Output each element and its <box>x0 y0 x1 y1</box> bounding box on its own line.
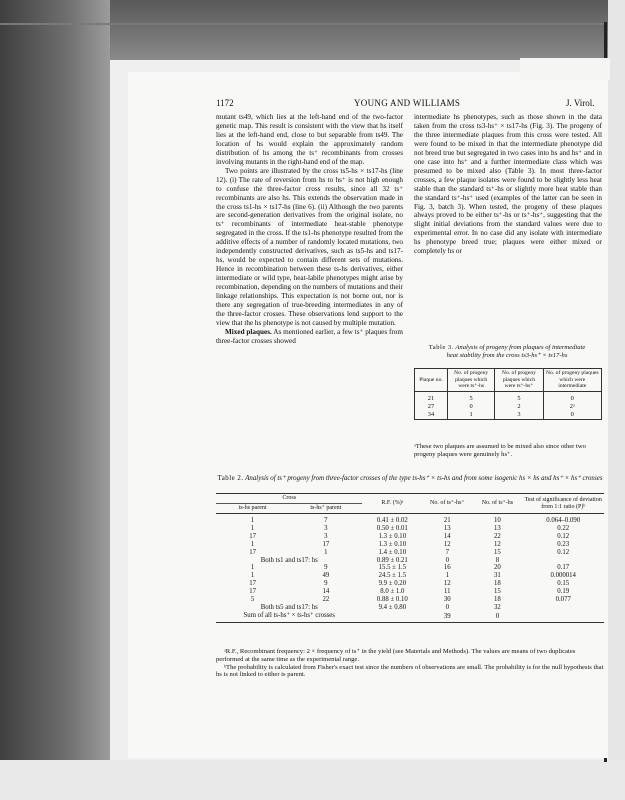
table-cell: 2 <box>495 403 543 411</box>
table-cell: 21 <box>443 517 451 524</box>
table2-header-hsplus: No. of ts⁺-hs⁺ <box>430 500 465 506</box>
table-cell: 0.23 <box>557 540 570 548</box>
table2-caption <box>216 475 604 483</box>
table-row <box>216 564 604 572</box>
table-cell: 3 <box>324 524 328 532</box>
page-number: 1172 <box>216 98 234 108</box>
table-cell: 5 <box>495 391 543 403</box>
table3-caption <box>425 344 589 360</box>
table2-label: Table 2. <box>217 475 244 482</box>
table-cell: 0 <box>543 411 601 420</box>
table-cell: 31 <box>494 572 501 580</box>
paragraph: Two points are illustrated by the cross ts5-hs × ts17-hs (line 12). (i) The rate of reversion from hs to hs⁺ is not high enough to confuse the three-factor cross results, since all 32 ts⁺ recombinants are also hs. This extends the observation made in the cross ts1-hs × ts17-hs (line 6). (ii) Although the two parents are second-generation derivatives from the original isolate, no ts⁺ recombinants of intermediate heat-stable phenotype segregated in the cross. If the ts1-hs phenotype resulted from the additive effects of a number of randomly located mutations, two independently constructed derivatives, such as ts5-hs and ts17-hs, would be expected to contain different sets of mutations. Hence in recombination between these ts-hs derivatives, either intermediate or wild type, heat-labile phenotypes might arise by recombination, depending on the numbers of mutations and their linkage relationships. This expectation is not borne out, nor is there any segregation of true-breeding intermediates in any of the three-factor crosses. These observations lend support to the view that the hs phenotype is not caused by multiple mutation. <box>216 166 403 327</box>
table-cell: 1 <box>250 540 255 548</box>
table-cell: 0.064–0.090 <box>546 517 581 524</box>
table-cell: 13 <box>494 524 501 532</box>
table-cell: 3 <box>324 532 328 540</box>
table-cell: 22 <box>322 596 330 604</box>
right-column <box>414 113 602 256</box>
table-cell: 32 <box>494 603 501 611</box>
table-cell: 9.9 ± 0.20 <box>378 580 407 588</box>
table-cell: 0.000014 <box>550 572 576 580</box>
table2-footnotes <box>216 648 604 679</box>
table-row <box>216 514 604 525</box>
table-row <box>216 549 604 557</box>
table3-header: No. of progeny plaques which were ts⁺-hs⁺ <box>495 369 543 392</box>
table2-header-ts-hs-parent: ts-hs parent <box>238 505 267 511</box>
table-cell: 34 <box>415 411 448 420</box>
footnote: ᵇThe probability is calculated from Fisher's exact test since the numbers of observations are small. The probability is for the null hypothesis that hs is not linked to either ts parent. <box>216 663 604 679</box>
table-row <box>216 557 604 565</box>
table3-footnote: ᵃThese two plaques are assumed to be mixed also since other two progeny plaques were genuinely hs⁺. <box>414 443 586 458</box>
table-cell: 12 <box>494 540 501 548</box>
table-cell: 15 <box>494 588 501 596</box>
table-cell: 11 <box>444 588 451 596</box>
mixed-plaques-paragraph <box>216 328 403 346</box>
table-cell: 1 <box>448 411 495 420</box>
table-cell: 9 <box>324 564 328 572</box>
table-cell: 7 <box>445 548 449 556</box>
page-corner <box>520 58 610 80</box>
table-cell: 0.15 <box>557 580 570 588</box>
table-cell: 1.4 ± 0.10 <box>378 548 407 556</box>
table3-header: No. of progeny plaques which were intermediate <box>543 369 601 392</box>
table-cell: 17 <box>249 580 257 588</box>
running-title: YOUNG AND WILLIAMS <box>354 98 461 108</box>
journal-name: J. Virol. <box>566 98 595 108</box>
table-cell: 0 <box>445 556 449 564</box>
table-cell: 30 <box>443 596 451 604</box>
scan-shadow-left <box>0 0 110 800</box>
scan-margin-right <box>608 0 625 800</box>
table2-header-ts-hsplus-parent: ts-hs⁺ parent <box>310 505 342 511</box>
table-row <box>216 572 604 580</box>
table-cell: 2ᵃ <box>543 403 601 411</box>
table-cell: 13 <box>443 524 451 532</box>
table-cell: 1 <box>250 524 255 532</box>
table-cell: 10 <box>494 517 501 524</box>
table-cell <box>522 612 604 622</box>
table-cell: Both ts1 and ts17: hs <box>260 556 318 564</box>
table-cell: 0.19 <box>557 588 570 596</box>
table-cell: 0.17 <box>557 564 570 572</box>
table-cell: 15 <box>494 548 501 556</box>
table-cell: 5 <box>250 596 255 604</box>
table-cell: 1 <box>324 548 328 556</box>
table-row <box>216 533 604 541</box>
table3 <box>414 368 602 420</box>
table-cell: 0.12 <box>557 532 570 540</box>
paragraph: mutant ts49, which lies at the left-hand end of the two-factor genetic map. This result is consistent with the view that hs itself lies at the left-hand end, close to but separable from ts49. The location of hs would explain the approximately random distribution of hs among the ts⁺ recombinants from crosses involving mutants in the right-hand end of the map. <box>216 113 403 166</box>
table-cell: 18 <box>494 596 501 604</box>
table3-caption-text: Analysis of progeny from plaques of intermediate heat stability from the cross ts3-hs⁺ × ts17-hs <box>446 344 586 359</box>
table-cell: 9.4 ± 0.80 <box>378 603 407 611</box>
table-cell <box>522 604 604 612</box>
table-cell: 0.077 <box>555 596 571 604</box>
table-cell: 0 <box>495 612 500 620</box>
table3-header: Plaque no. <box>415 369 448 392</box>
table-cell: 18 <box>494 580 501 588</box>
table-cell: 17 <box>249 532 257 540</box>
table-cell <box>522 557 604 565</box>
table-row <box>216 612 604 622</box>
table-cell: 21 <box>415 391 448 403</box>
table-cell: 15.5 ± 1.5 <box>378 564 407 572</box>
table3-header: No. of progeny plaques which were ts⁺-hs <box>448 369 495 392</box>
table-cell: 0 <box>543 391 601 403</box>
paragraph-text: As mentioned earlier, a few ts⁺ plaques from three-factor crosses showed <box>216 327 403 345</box>
table-cell: 1.3 ± 0.10 <box>378 540 407 548</box>
table-cell: 1.3 ± 0.10 <box>378 532 407 540</box>
section-heading: Mixed plaques. <box>225 327 272 336</box>
table-row <box>216 541 604 549</box>
scan-edge-top <box>0 23 604 25</box>
table-cell: 22 <box>494 532 501 540</box>
table-cell: 24.5 ± 1.5 <box>378 572 407 580</box>
table-row <box>216 604 604 612</box>
table-cell: 17 <box>249 588 257 596</box>
table-cell: Sum of all ts-hs⁺ × ts-hs⁺ crosses <box>243 611 335 619</box>
table-row <box>216 580 604 588</box>
table2-header-hs: No. of ts⁺-hs <box>481 500 514 506</box>
table-cell: 0 <box>445 603 449 611</box>
scan-margin-bottom <box>0 760 625 800</box>
table-cell: 0.89 ± 0.21 <box>376 556 408 564</box>
table-cell: 0.22 <box>557 524 570 532</box>
table-cell: 17 <box>249 548 257 556</box>
table-cell: 12 <box>443 540 451 548</box>
table-cell: 1 <box>250 572 255 580</box>
table-cell: 17 <box>322 540 330 548</box>
table-cell: 16 <box>443 564 451 572</box>
table-cell: Both ts5 and ts17: hs <box>260 603 318 611</box>
table-cell: 14 <box>322 588 330 596</box>
table-cell: 5 <box>448 391 495 403</box>
table-cell: 27 <box>415 403 448 411</box>
table-row <box>415 411 602 420</box>
table-cell: 49 <box>322 572 330 580</box>
table-row <box>216 596 604 604</box>
paragraph: intermediate hs phenotypes, such as those shown in the data taken from the cross ts3-hs⁺ × ts17-hs (Fig. 3). The progeny of the three intermediate plaques from this cross were tested. All were found to be mixed in that the intermediate phenotype did not breed true but segregated in two cases into hs and hs⁺ and in one case into hs⁺ and a further intermediate class which was presumed to be mixed also (Table 3). In most three-factor crosses, a few plaque isolates were found to be slightly less heat stable than the standard ts⁺-hs or slightly more heat stable than the standard ts⁺-hs⁺ used (examples of the latter can be seen in Fig. 3, batch 3). When tested, the progeny of these plaques always proved to be either ts⁺-hs or ts⁺-hs⁺, suggesting that the slight initial deviations from the standard values were due to experimental error. In no case did any isolate with intermediate hs phenotype breed true; plaques were either mixed or completely hs or <box>414 113 602 256</box>
table-cell: 20 <box>494 564 501 572</box>
table-cell <box>362 612 422 622</box>
table-cell: 0 <box>448 403 495 411</box>
left-column <box>216 113 403 346</box>
table2-caption-text: Analysis of ts⁺ progeny from three-factor crosses of the type ts-hs⁺ × ts-hs and from some isogenic hs × hs and hs⁺ × hs⁺ crosses <box>245 475 603 482</box>
table-row <box>216 525 604 533</box>
table-cell: 0.50 ± 0.01 <box>376 524 408 532</box>
table2-header-cross: Cross <box>216 494 362 504</box>
table-cell: 39 <box>443 612 451 620</box>
table2 <box>216 493 604 623</box>
table-cell: 7 <box>324 517 328 524</box>
table-cell: 8.0 ± 1.0 <box>380 588 405 596</box>
table-cell: 9 <box>324 580 328 588</box>
table-cell: 0.12 <box>557 548 570 556</box>
table-row <box>415 403 602 411</box>
table-cell: 14 <box>443 532 451 540</box>
table-cell: 1 <box>250 564 255 572</box>
table-cell: 3 <box>495 411 543 420</box>
table-cell: 0.41 ± 0.02 <box>376 517 408 524</box>
table-cell: 1 <box>445 572 449 580</box>
table-row <box>415 391 602 403</box>
table-row <box>216 588 604 596</box>
footnote: ᵃR.F., Recombinant frequency: 2 × frequency of ts⁺ in the yield (see Materials and Methods). The values are means of two duplicates performed at the same time as the experimental range. <box>216 648 576 663</box>
table-cell: 12 <box>443 580 451 588</box>
table-cell: 8 <box>495 556 500 564</box>
table3-label: Table 3. <box>428 344 454 351</box>
table-cell: 1 <box>250 517 255 524</box>
table-cell: 0.88 ± 0.10 <box>376 596 408 604</box>
table2-header-rf: R.F. (%)ᵃ <box>381 500 404 506</box>
table2-header-test: Test of significance of deviation from 1:1 ratio (P)ᵇ <box>524 496 602 510</box>
